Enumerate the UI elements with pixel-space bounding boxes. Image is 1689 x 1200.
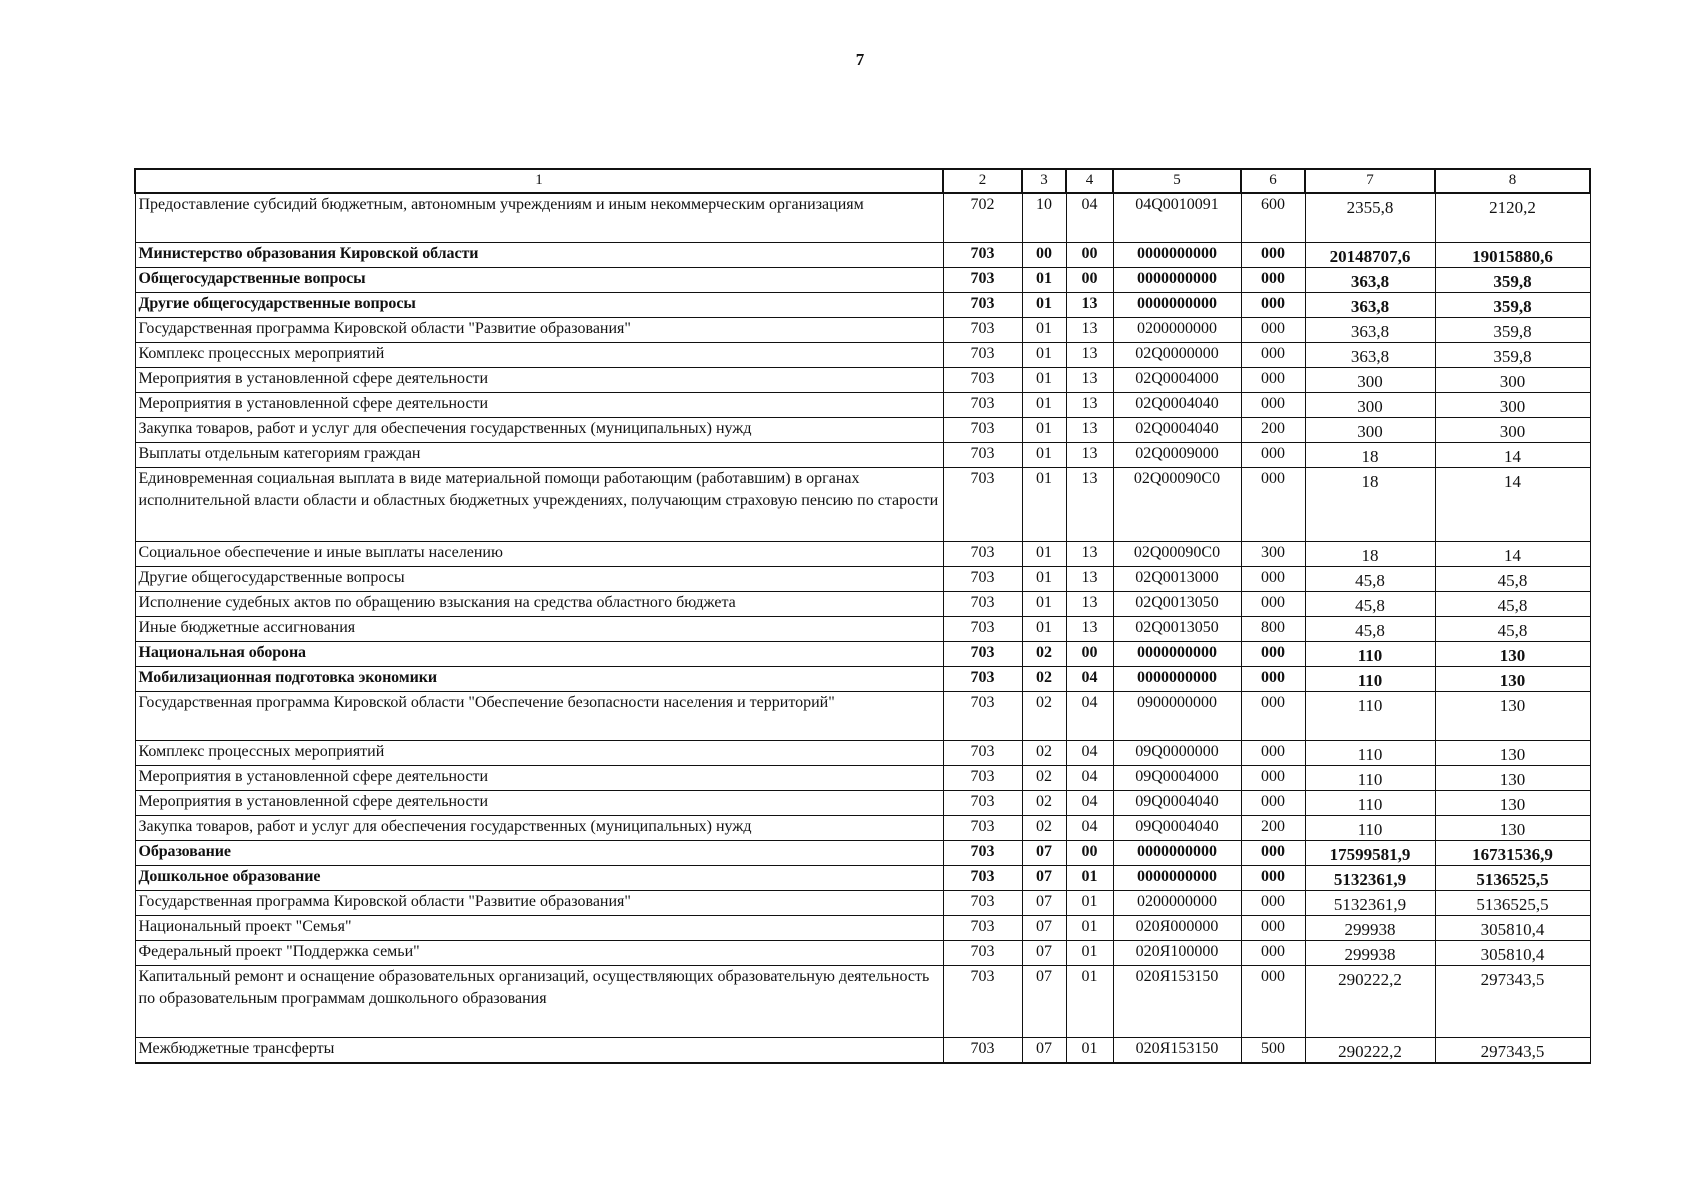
row-name-cell: Межбюджетные трансферты: [135, 1038, 943, 1064]
ministry-code-cell: 703: [943, 667, 1022, 692]
row-name-cell: Мероприятия в установленной сфере деятельности: [135, 791, 943, 816]
table-row: [135, 343, 1590, 368]
amount-year1-cell: 300: [1305, 368, 1435, 393]
amount-year1-cell: 363,8: [1305, 318, 1435, 343]
table-row: [135, 268, 1590, 293]
subsection-code-cell: 04: [1066, 766, 1113, 791]
row-name-cell: Национальная оборона: [135, 642, 943, 667]
subsection-code-cell: 01: [1066, 866, 1113, 891]
target-article-cell: 0000000000: [1113, 866, 1241, 891]
row-name-cell: Министерство образования Кировской области: [135, 243, 943, 268]
row-name-cell: Мероприятия в установленной сфере деятельности: [135, 368, 943, 393]
ministry-code-cell: 703: [943, 617, 1022, 642]
row-name-cell: Капитальный ремонт и оснащение образовательных организаций, осуществляющих образовательную деятельность по образовательным программам дошкольного образования: [135, 966, 943, 1038]
row-name-cell: Исполнение судебных актов по обращению взыскания на средства областного бюджета: [135, 592, 943, 617]
amount-year2-cell: 359,8: [1435, 343, 1590, 368]
section-code-cell: 10: [1022, 193, 1066, 243]
amount-year1-cell: 290222,2: [1305, 966, 1435, 1038]
section-code-cell: 01: [1022, 567, 1066, 592]
row-name-cell: Единовременная социальная выплата в виде материальной помощи работающим (работавшим) в органах исполнительной власти области и областных бюджетных учреждениях, получающим страховую пенсию по старости: [135, 468, 943, 542]
amount-year1-cell: 18: [1305, 468, 1435, 542]
amount-year2-cell: 300: [1435, 418, 1590, 443]
expense-type-cell: 000: [1241, 268, 1305, 293]
row-name-cell: Государственная программа Кировской области "Развитие образования": [135, 318, 943, 343]
target-article-cell: 02Q0004040: [1113, 418, 1241, 443]
row-name-cell: Комплекс процессных мероприятий: [135, 343, 943, 368]
expense-type-cell: 500: [1241, 1038, 1305, 1064]
amount-year2-cell: 297343,5: [1435, 966, 1590, 1038]
expense-type-cell: 200: [1241, 816, 1305, 841]
table-row: [135, 468, 1590, 542]
ministry-code-cell: 703: [943, 891, 1022, 916]
expense-type-cell: 200: [1241, 418, 1305, 443]
section-code-cell: 01: [1022, 542, 1066, 567]
ministry-code-cell: 703: [943, 343, 1022, 368]
target-article-cell: 02Q00090C0: [1113, 542, 1241, 567]
amount-year2-cell: 45,8: [1435, 592, 1590, 617]
ministry-code-cell: 703: [943, 841, 1022, 866]
target-article-cell: 02Q0004000: [1113, 368, 1241, 393]
row-name-cell: Национальный проект "Семья": [135, 916, 943, 941]
target-article-cell: 02Q0013000: [1113, 567, 1241, 592]
ministry-code-cell: 703: [943, 791, 1022, 816]
amount-year1-cell: 110: [1305, 741, 1435, 766]
subsection-code-cell: 13: [1066, 542, 1113, 567]
amount-year1-cell: 5132361,9: [1305, 891, 1435, 916]
expense-type-cell: 000: [1241, 642, 1305, 667]
header-cell-5: 5: [1113, 169, 1241, 193]
subsection-code-cell: 13: [1066, 567, 1113, 592]
section-code-cell: 02: [1022, 741, 1066, 766]
expense-type-cell: 000: [1241, 567, 1305, 592]
target-article-cell: 02Q0013050: [1113, 592, 1241, 617]
header-cell-3: 3: [1022, 169, 1066, 193]
subsection-code-cell: 13: [1066, 443, 1113, 468]
expense-type-cell: 000: [1241, 866, 1305, 891]
amount-year1-cell: 18: [1305, 443, 1435, 468]
expense-type-cell: 000: [1241, 243, 1305, 268]
amount-year2-cell: 130: [1435, 766, 1590, 791]
amount-year2-cell: 300: [1435, 393, 1590, 418]
ministry-code-cell: 703: [943, 393, 1022, 418]
amount-year2-cell: 130: [1435, 667, 1590, 692]
section-code-cell: 02: [1022, 766, 1066, 791]
target-article-cell: 0000000000: [1113, 642, 1241, 667]
subsection-code-cell: 13: [1066, 393, 1113, 418]
table-row: [135, 692, 1590, 741]
target-article-cell: 02Q0004040: [1113, 393, 1241, 418]
amount-year1-cell: 363,8: [1305, 268, 1435, 293]
amount-year1-cell: 290222,2: [1305, 1038, 1435, 1064]
amount-year1-cell: 300: [1305, 393, 1435, 418]
subsection-code-cell: 00: [1066, 841, 1113, 866]
section-code-cell: 02: [1022, 667, 1066, 692]
amount-year2-cell: 130: [1435, 741, 1590, 766]
table-row: [135, 667, 1590, 692]
amount-year1-cell: 45,8: [1305, 592, 1435, 617]
expense-type-cell: 000: [1241, 916, 1305, 941]
row-name-cell: Предоставление субсидий бюджетным, автономным учреждениям и иным некоммерческим организациям: [135, 193, 943, 243]
amount-year2-cell: 359,8: [1435, 268, 1590, 293]
amount-year2-cell: 359,8: [1435, 318, 1590, 343]
table-row: [135, 642, 1590, 667]
row-name-cell: Дошкольное образование: [135, 866, 943, 891]
amount-year1-cell: 300: [1305, 418, 1435, 443]
amount-year2-cell: 300: [1435, 368, 1590, 393]
ministry-code-cell: 703: [943, 468, 1022, 542]
table-row: [135, 393, 1590, 418]
expense-type-cell: 000: [1241, 941, 1305, 966]
table-row: [135, 791, 1590, 816]
section-code-cell: 07: [1022, 841, 1066, 866]
ministry-code-cell: 703: [943, 592, 1022, 617]
amount-year2-cell: 130: [1435, 692, 1590, 741]
table-row: [135, 617, 1590, 642]
target-article-cell: 020Я000000: [1113, 916, 1241, 941]
target-article-cell: 020Я153150: [1113, 966, 1241, 1038]
page-number: 7: [855, 50, 865, 69]
subsection-code-cell: 04: [1066, 692, 1113, 741]
target-article-cell: 0000000000: [1113, 268, 1241, 293]
table-header-row: [135, 169, 1590, 193]
table-row: [135, 318, 1590, 343]
table-row: [135, 193, 1590, 243]
target-article-cell: 02Q0013050: [1113, 617, 1241, 642]
subsection-code-cell: 04: [1066, 193, 1113, 243]
amount-year1-cell: 45,8: [1305, 617, 1435, 642]
section-code-cell: 07: [1022, 1038, 1066, 1064]
ministry-code-cell: 703: [943, 966, 1022, 1038]
row-name-cell: Другие общегосударственные вопросы: [135, 293, 943, 318]
row-name-cell: Государственная программа Кировской области "Обеспечение безопасности населения и территорий": [135, 692, 943, 741]
table-row: [135, 941, 1590, 966]
expense-type-cell: 000: [1241, 393, 1305, 418]
target-article-cell: 04Q0010091: [1113, 193, 1241, 243]
subsection-code-cell: 13: [1066, 468, 1113, 542]
expense-type-cell: 300: [1241, 542, 1305, 567]
table-body: [135, 193, 1590, 1063]
expense-type-cell: 000: [1241, 667, 1305, 692]
row-name-cell: Общегосударственные вопросы: [135, 268, 943, 293]
section-code-cell: 01: [1022, 318, 1066, 343]
ministry-code-cell: 703: [943, 816, 1022, 841]
subsection-code-cell: 04: [1066, 791, 1113, 816]
target-article-cell: 0900000000: [1113, 692, 1241, 741]
amount-year1-cell: 299938: [1305, 941, 1435, 966]
amount-year2-cell: 305810,4: [1435, 916, 1590, 941]
section-code-cell: 01: [1022, 592, 1066, 617]
row-name-cell: Комплекс процессных мероприятий: [135, 741, 943, 766]
expense-type-cell: 000: [1241, 468, 1305, 542]
expense-type-cell: 000: [1241, 841, 1305, 866]
header-cell-7: 7: [1305, 169, 1435, 193]
ministry-code-cell: 703: [943, 443, 1022, 468]
subsection-code-cell: 00: [1066, 243, 1113, 268]
header-cell-6: 6: [1241, 169, 1305, 193]
amount-year1-cell: 110: [1305, 816, 1435, 841]
amount-year1-cell: 110: [1305, 766, 1435, 791]
amount-year2-cell: 14: [1435, 468, 1590, 542]
row-name-cell: Мероприятия в установленной сфере деятельности: [135, 766, 943, 791]
row-name-cell: Федеральный проект "Поддержка семьи": [135, 941, 943, 966]
ministry-code-cell: 703: [943, 642, 1022, 667]
amount-year2-cell: 305810,4: [1435, 941, 1590, 966]
section-code-cell: 01: [1022, 293, 1066, 318]
row-name-cell: Закупка товаров, работ и услуг для обеспечения государственных (муниципальных) нужд: [135, 418, 943, 443]
section-code-cell: 01: [1022, 617, 1066, 642]
table-row: [135, 542, 1590, 567]
expense-type-cell: 000: [1241, 791, 1305, 816]
subsection-code-cell: 04: [1066, 667, 1113, 692]
amount-year1-cell: 5132361,9: [1305, 866, 1435, 891]
expense-type-cell: 000: [1241, 318, 1305, 343]
subsection-code-cell: 01: [1066, 891, 1113, 916]
amount-year1-cell: 18: [1305, 542, 1435, 567]
row-name-cell: Социальное обеспечение и иные выплаты населению: [135, 542, 943, 567]
target-article-cell: 0000000000: [1113, 243, 1241, 268]
target-article-cell: 020Я153150: [1113, 1038, 1241, 1064]
section-code-cell: 01: [1022, 343, 1066, 368]
amount-year2-cell: 19015880,6: [1435, 243, 1590, 268]
table-row: [135, 841, 1590, 866]
amount-year1-cell: 45,8: [1305, 567, 1435, 592]
table-row: [135, 866, 1590, 891]
table-row: [135, 592, 1590, 617]
section-code-cell: 01: [1022, 468, 1066, 542]
target-article-cell: 09Q0004040: [1113, 816, 1241, 841]
table-row: [135, 741, 1590, 766]
subsection-code-cell: 13: [1066, 592, 1113, 617]
header-cell-1: 1: [135, 169, 943, 193]
subsection-code-cell: 04: [1066, 741, 1113, 766]
amount-year1-cell: 299938: [1305, 916, 1435, 941]
row-name-cell: Другие общегосударственные вопросы: [135, 567, 943, 592]
section-code-cell: 01: [1022, 418, 1066, 443]
section-code-cell: 01: [1022, 393, 1066, 418]
section-code-cell: 07: [1022, 891, 1066, 916]
ministry-code-cell: 703: [943, 318, 1022, 343]
target-article-cell: 0000000000: [1113, 667, 1241, 692]
ministry-code-cell: 703: [943, 418, 1022, 443]
expense-type-cell: 000: [1241, 741, 1305, 766]
section-code-cell: 07: [1022, 966, 1066, 1038]
table-row: [135, 891, 1590, 916]
table-row: [135, 1038, 1590, 1064]
table-row: [135, 418, 1590, 443]
ministry-code-cell: 703: [943, 941, 1022, 966]
ministry-code-cell: 703: [943, 916, 1022, 941]
amount-year2-cell: 45,8: [1435, 567, 1590, 592]
subsection-code-cell: 13: [1066, 617, 1113, 642]
ministry-code-cell: 703: [943, 368, 1022, 393]
table-row: [135, 567, 1590, 592]
subsection-code-cell: 13: [1066, 418, 1113, 443]
section-code-cell: 02: [1022, 816, 1066, 841]
subsection-code-cell: 00: [1066, 268, 1113, 293]
subsection-code-cell: 13: [1066, 343, 1113, 368]
section-code-cell: 01: [1022, 443, 1066, 468]
table-row: [135, 966, 1590, 1038]
target-article-cell: 02Q0000000: [1113, 343, 1241, 368]
table-row: [135, 243, 1590, 268]
subsection-code-cell: 01: [1066, 966, 1113, 1038]
ministry-code-cell: 702: [943, 193, 1022, 243]
amount-year2-cell: 45,8: [1435, 617, 1590, 642]
amount-year2-cell: 130: [1435, 791, 1590, 816]
amount-year1-cell: 20148707,6: [1305, 243, 1435, 268]
expense-type-cell: 000: [1241, 766, 1305, 791]
amount-year2-cell: 5136525,5: [1435, 891, 1590, 916]
target-article-cell: 09Q0004000: [1113, 766, 1241, 791]
row-name-cell: Образование: [135, 841, 943, 866]
ministry-code-cell: 703: [943, 692, 1022, 741]
amount-year2-cell: 5136525,5: [1435, 866, 1590, 891]
amount-year1-cell: 17599581,9: [1305, 841, 1435, 866]
table-row: [135, 443, 1590, 468]
section-code-cell: 02: [1022, 791, 1066, 816]
subsection-code-cell: 13: [1066, 293, 1113, 318]
amount-year1-cell: 363,8: [1305, 343, 1435, 368]
ministry-code-cell: 703: [943, 741, 1022, 766]
target-article-cell: 09Q0004040: [1113, 791, 1241, 816]
subsection-code-cell: 13: [1066, 368, 1113, 393]
expense-type-cell: 000: [1241, 966, 1305, 1038]
table-row: [135, 293, 1590, 318]
row-name-cell: Мероприятия в установленной сфере деятельности: [135, 393, 943, 418]
section-code-cell: 02: [1022, 692, 1066, 741]
row-name-cell: Государственная программа Кировской области "Развитие образования": [135, 891, 943, 916]
row-name-cell: Мобилизационная подготовка экономики: [135, 667, 943, 692]
amount-year2-cell: 130: [1435, 816, 1590, 841]
row-name-cell: Закупка товаров, работ и услуг для обеспечения государственных (муниципальных) нужд: [135, 816, 943, 841]
subsection-code-cell: 01: [1066, 1038, 1113, 1064]
ministry-code-cell: 703: [943, 293, 1022, 318]
amount-year1-cell: 363,8: [1305, 293, 1435, 318]
expense-type-cell: 000: [1241, 343, 1305, 368]
ministry-code-cell: 703: [943, 243, 1022, 268]
ministry-code-cell: 703: [943, 542, 1022, 567]
ministry-code-cell: 703: [943, 567, 1022, 592]
section-code-cell: 01: [1022, 268, 1066, 293]
expense-type-cell: 000: [1241, 368, 1305, 393]
row-name-cell: Выплаты отдельным категориям граждан: [135, 443, 943, 468]
subsection-code-cell: 01: [1066, 916, 1113, 941]
table-row: [135, 916, 1590, 941]
amount-year2-cell: 14: [1435, 443, 1590, 468]
expense-type-cell: 800: [1241, 617, 1305, 642]
amount-year1-cell: 110: [1305, 642, 1435, 667]
amount-year2-cell: 2120,2: [1435, 193, 1590, 243]
amount-year1-cell: 110: [1305, 667, 1435, 692]
expense-type-cell: 600: [1241, 193, 1305, 243]
amount-year2-cell: 14: [1435, 542, 1590, 567]
ministry-code-cell: 703: [943, 866, 1022, 891]
section-code-cell: 07: [1022, 916, 1066, 941]
target-article-cell: 0000000000: [1113, 841, 1241, 866]
amount-year1-cell: 110: [1305, 791, 1435, 816]
expense-type-cell: 000: [1241, 891, 1305, 916]
subsection-code-cell: 00: [1066, 642, 1113, 667]
target-article-cell: 02Q00090C0: [1113, 468, 1241, 542]
table-row: [135, 766, 1590, 791]
section-code-cell: 01: [1022, 368, 1066, 393]
table-row: [135, 816, 1590, 841]
expense-type-cell: 000: [1241, 293, 1305, 318]
subsection-code-cell: 04: [1066, 816, 1113, 841]
ministry-code-cell: 703: [943, 268, 1022, 293]
subsection-code-cell: 13: [1066, 318, 1113, 343]
section-code-cell: 07: [1022, 866, 1066, 891]
expense-type-cell: 000: [1241, 592, 1305, 617]
amount-year1-cell: 2355,8: [1305, 193, 1435, 243]
ministry-code-cell: 703: [943, 1038, 1022, 1064]
expense-type-cell: 000: [1241, 443, 1305, 468]
amount-year2-cell: 16731536,9: [1435, 841, 1590, 866]
amount-year2-cell: 359,8: [1435, 293, 1590, 318]
amount-year2-cell: 130: [1435, 642, 1590, 667]
header-cell-8: 8: [1435, 169, 1590, 193]
target-article-cell: 09Q0000000: [1113, 741, 1241, 766]
table-row: [135, 368, 1590, 393]
section-code-cell: 07: [1022, 941, 1066, 966]
section-code-cell: 00: [1022, 243, 1066, 268]
target-article-cell: 0200000000: [1113, 891, 1241, 916]
row-name-cell: Иные бюджетные ассигнования: [135, 617, 943, 642]
amount-year2-cell: 297343,5: [1435, 1038, 1590, 1064]
subsection-code-cell: 01: [1066, 941, 1113, 966]
target-article-cell: 020Я100000: [1113, 941, 1241, 966]
ministry-code-cell: 703: [943, 766, 1022, 791]
section-code-cell: 02: [1022, 642, 1066, 667]
budget-table: [134, 168, 1591, 1064]
expense-type-cell: 000: [1241, 692, 1305, 741]
target-article-cell: 02Q0009000: [1113, 443, 1241, 468]
header-cell-4: 4: [1066, 169, 1113, 193]
target-article-cell: 0200000000: [1113, 318, 1241, 343]
header-cell-2: 2: [943, 169, 1022, 193]
target-article-cell: 0000000000: [1113, 293, 1241, 318]
amount-year1-cell: 110: [1305, 692, 1435, 741]
